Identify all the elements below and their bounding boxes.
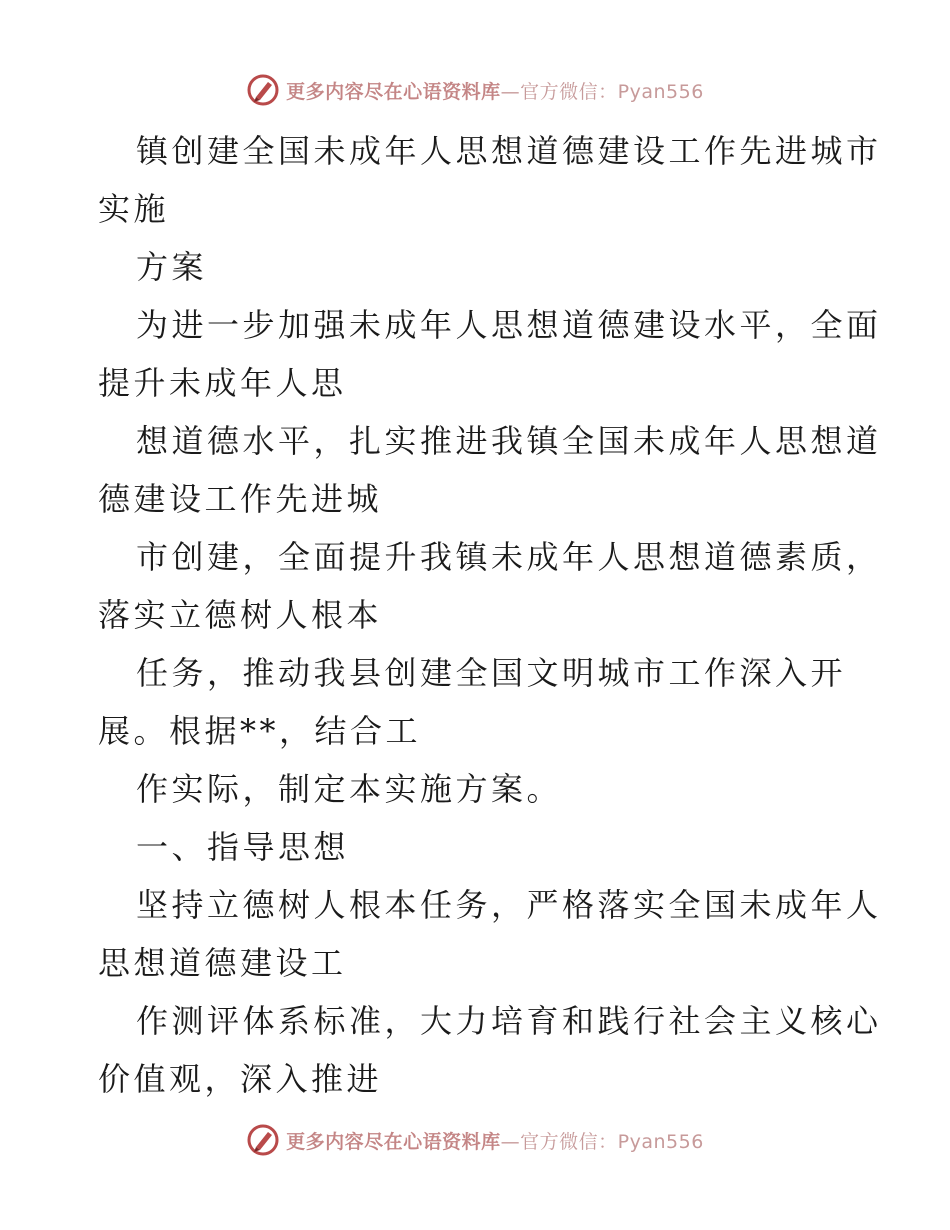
footer-dash: — [500,1130,521,1153]
document-line: 提升未成年人思 [98,364,347,402]
header-banner [0,70,950,110]
document-body [98,122,882,1108]
document-line: 实施 [98,190,170,228]
document-line: 任务，推动我县创建全国文明城市工作深入开 [136,654,847,692]
footer-site-text: 更多内容尽在心语资料库 [286,1130,501,1153]
header-wechat-text: 官方微信：Pyan556 [520,80,704,103]
document-line: 为进一步加强未成年人思想道德建设水平，全面 [136,306,882,344]
document-line: 展。根据**，结合工 [98,712,422,750]
document-line: 一、指导思想 [136,828,350,866]
document-line: 想道德水平，扎实推进我镇全国未成年人思想道 [136,422,882,460]
document-line: 德建设工作先进城 [98,480,383,518]
header-site-text: 更多内容尽在心语资料库 [286,80,501,103]
footer-banner-inner [246,1123,704,1157]
pen-logo-icon [246,1123,280,1157]
document-line: 方案 [136,248,208,286]
document-line: 镇创建全国未成年人思想道德建设工作先进城市 [136,132,882,170]
header-banner-text [286,77,704,104]
footer-banner-text [286,1127,704,1154]
document-line: 坚持立德树人根本任务，严格落实全国未成年人 [136,886,882,924]
document-line: 思想道德建设工 [98,944,347,982]
document-line: 价值观，深入推进 [98,1060,383,1098]
document-line: 落实立德树人根本 [98,596,383,634]
header-banner-inner [246,73,704,107]
footer-banner [0,1120,950,1160]
document-line: 市创建，全面提升我镇未成年人思想道德素质， [136,538,882,576]
header-dash: — [500,80,521,103]
document-line: 作实际，制定本实施方案。 [136,770,563,808]
pen-logo-icon [246,73,280,107]
document-line: 作测评体系标准，大力培育和践行社会主义核心 [136,1002,882,1040]
footer-wechat-text: 官方微信：Pyan556 [520,1130,704,1153]
